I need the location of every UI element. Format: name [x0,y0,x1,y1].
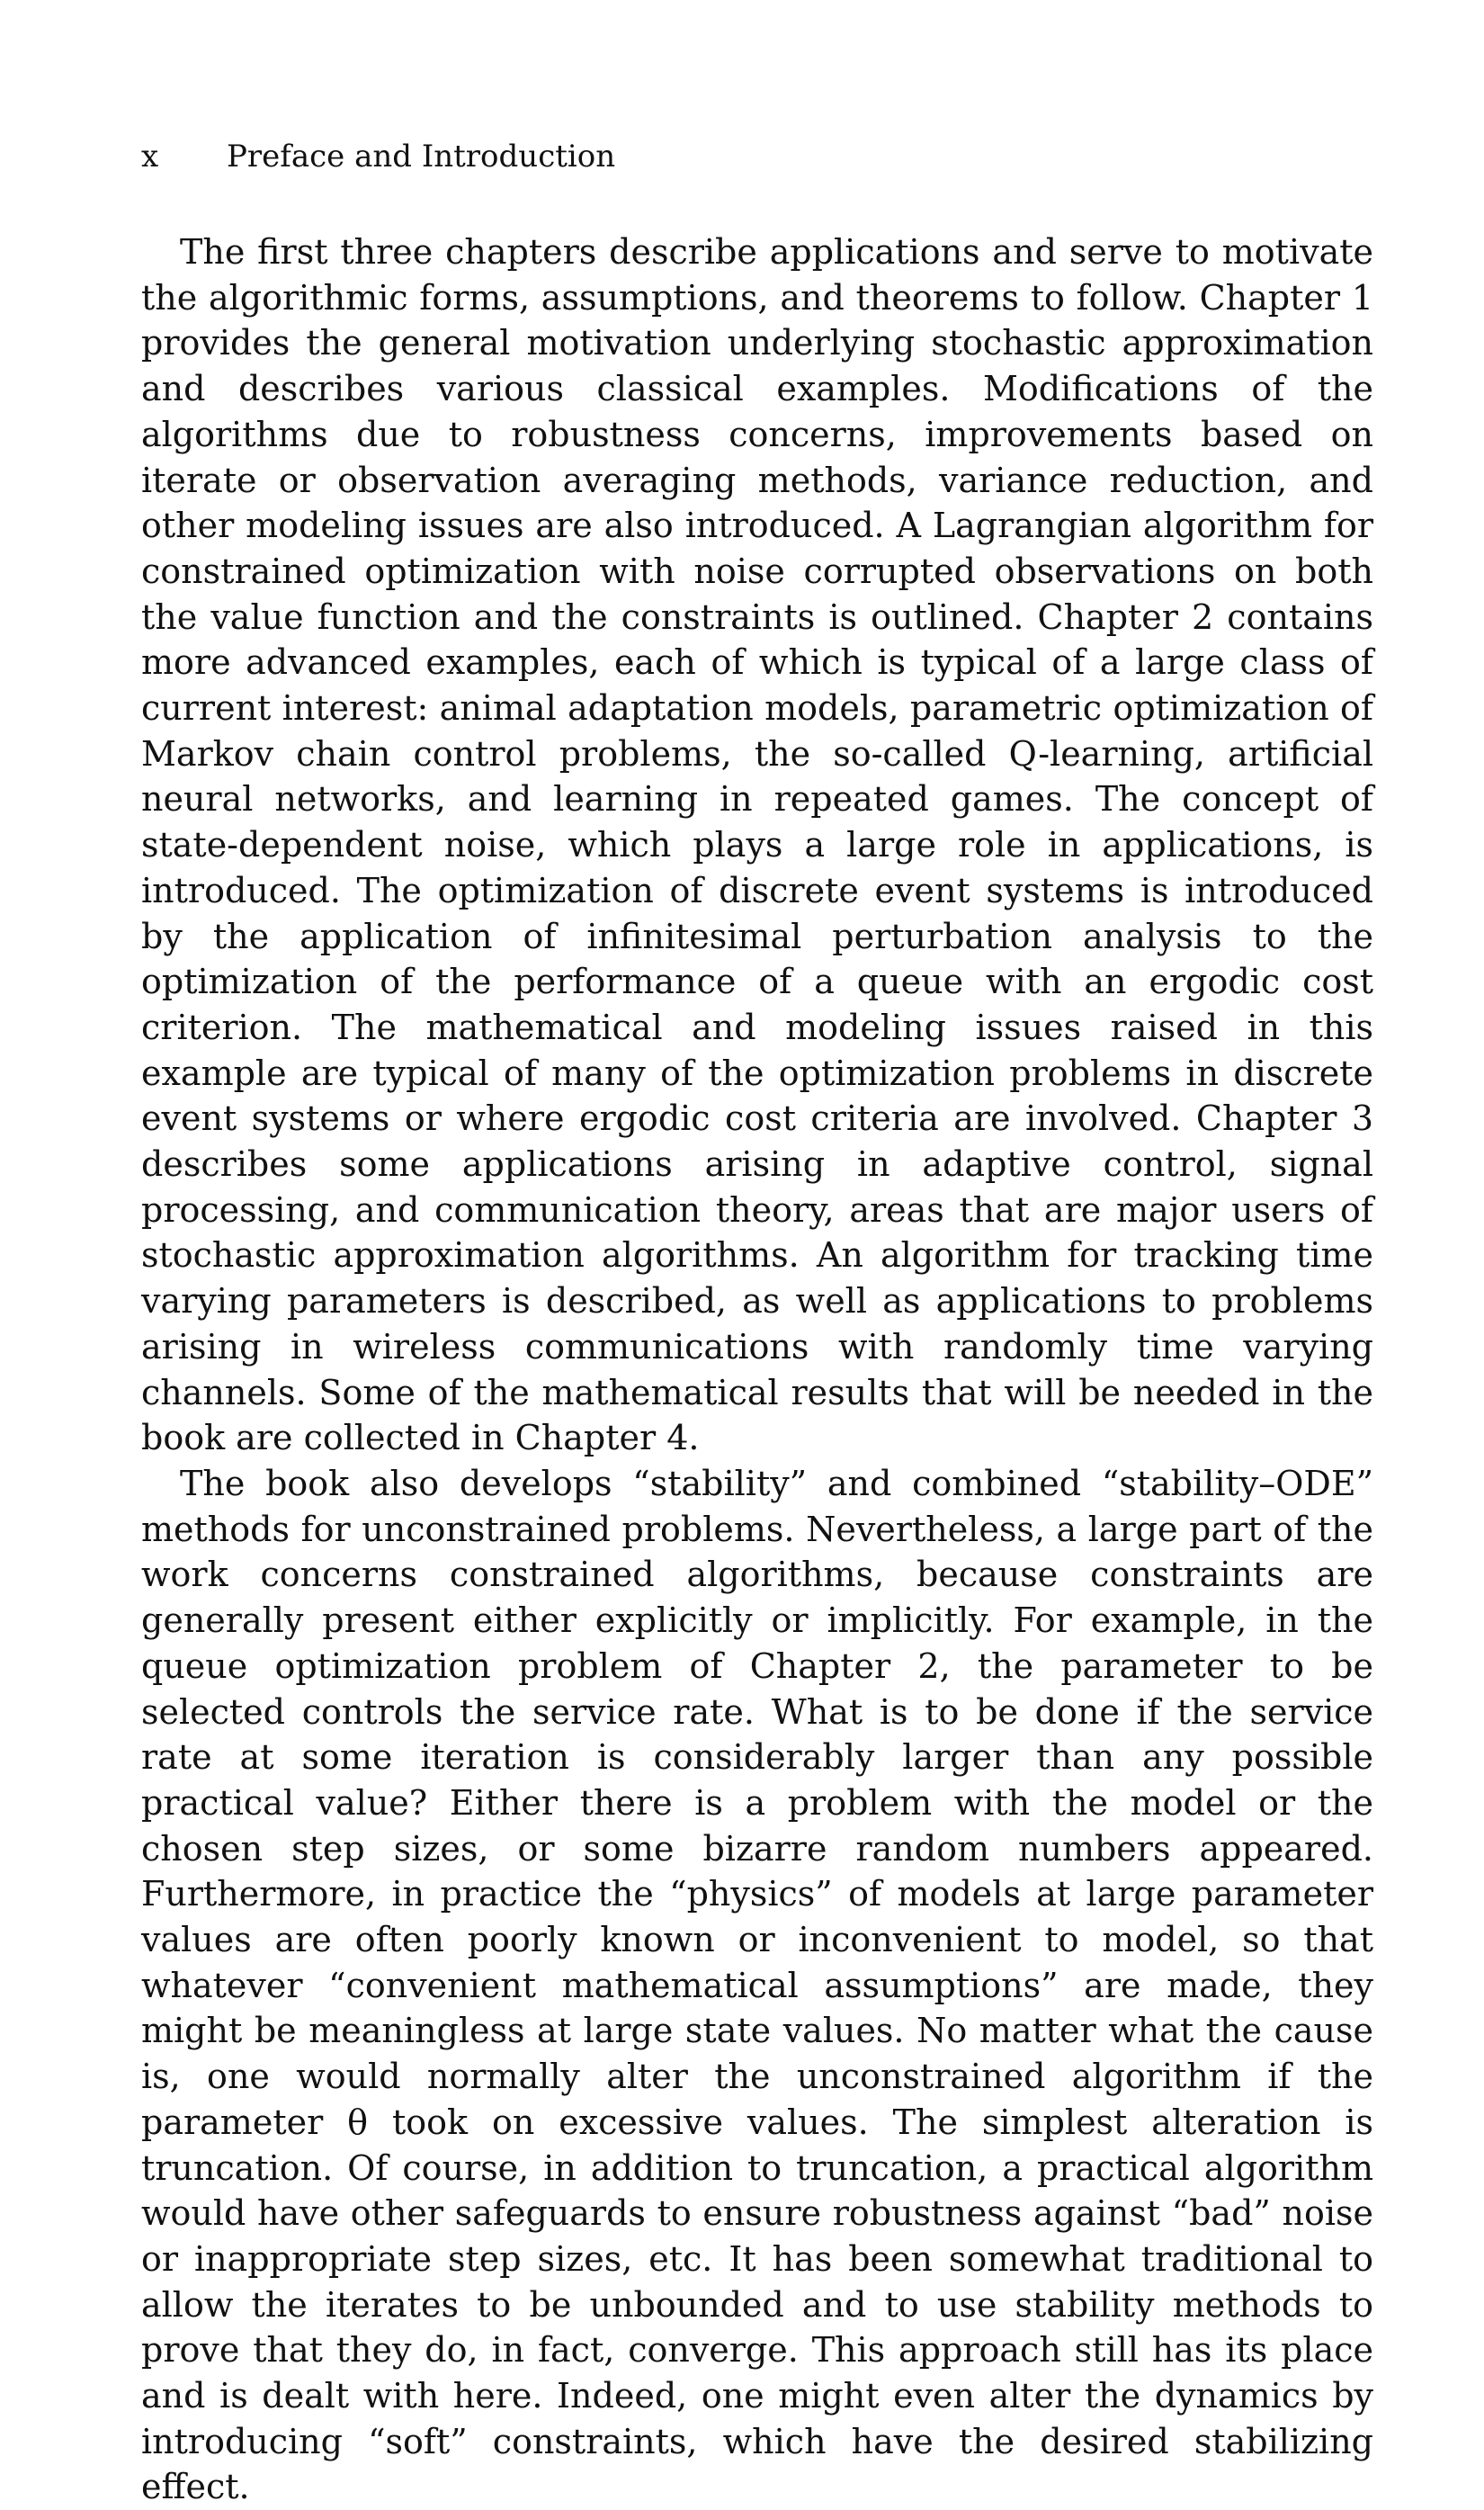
paragraph-stability-methods: The book also develops “stability” and combined “stability–ODE” methods for unconstrained problems. Nevertheless, a large part of the work concerns constrained algorithms, because constraints are generally present either explicitly or implicitly. For example, in the queue optimization problem of Chapter 2, the parameter to be selected controls the service rate. What is to be done if the service rate at some iteration is considerably larger than any possible practical value? Either there is a problem with the model or the chosen step sizes, or some bizarre random numbers appeared. Furthermore, in practice the “physics” of models at large parameter values are often poorly known or inconvenient to model, so that whatever “convenient mathematical assumptions” are made, they might be meaningless at large state values. No matter what the cause is, one would normally alter the unconstrained algorithm if the parameter θ took on excessive values. The simplest alteration is truncation. Of course, in addition to truncation, a practical algorithm would have other safeguards to ensure robustness against “bad” noise or inappropriate step sizes, etc. It has been somewhat traditional to allow the iterates to be unbounded and to use stability methods to prove that they do, in fact, converge. This approach still has its place and is dealt with here. Indeed, one might even alter the dynamics by introducing “soft” constraints, which have the desired stabilizing effect. [141,1463,1373,2507]
paragraph-chapter-overview: The first three chapters describe applications and serve to motivate the algorithmic forms, assumptions, and theorems to follow. Chapter 1 provides the general motivation underlying stochastic approximation and describes various classical examples. Modifications of the algorithms due to robustness concerns, improvements based on iterate or observation averaging methods, variance reduction, and other modeling issues are also introduced. A Lagrangian algorithm for constrained optimization with noise corrupted observations on both the value function and the constraints is outlined. Chapter 2 contains more advanced examples, each of which is typical of a large class of current interest: animal adaptation models, parametric optimization of Markov chain control problems, the so-called Q-learning, artificial neural networks, and learning in repeated games. The concept of state-dependent noise, which plays a large role in applications, is introduced. The optimization of discrete event systems is introduced by the application of infinitesimal perturbation analysis to the optimization of the performance of a queue with an ergodic cost criterion. The mathematical and modeling issues raised in this example are typical of many of the optimization problems in discrete event systems or where ergodic cost criteria are involved. Chapter 3 describes some applications arising in adaptive control, signal processing, and communication theory, areas that are major users of stochastic approximation algorithms. An algorithm for tracking time varying parameters is described, as well as applications to problems arising in wireless communications with randomly time varying channels. Some of the mathematical results that will be needed in the book are collected in Chapter 4. [141,232,1373,1458]
page-number: x [141,139,159,175]
running-head [141,137,615,176]
section-title: Preface and Introduction [227,139,616,175]
body-text [141,229,1373,2510]
